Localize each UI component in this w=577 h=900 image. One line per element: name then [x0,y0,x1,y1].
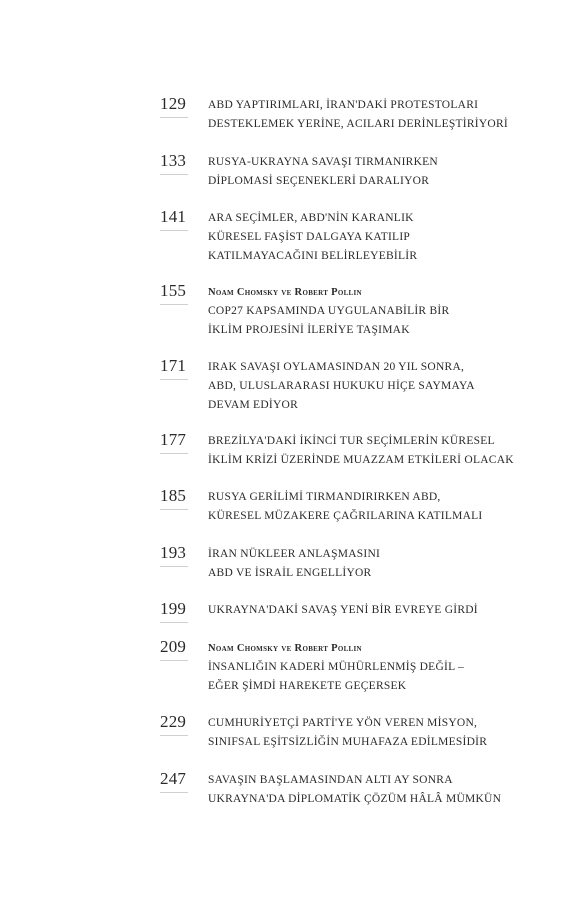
entry-title [208,153,553,191]
title-line: CUMHURİYETÇİ PARTİ'YE YÖN VEREN MİSYON, [208,717,478,729]
page-number: 193 [160,543,187,562]
page-number: 229 [160,712,187,731]
entry-title [208,601,553,620]
entry-title [208,209,553,266]
title-line: İNSANLIĞIN KADERİ MÜHÜRLENMİŞ DEĞİL – [208,661,465,673]
page-number: 141 [160,207,187,226]
page-number: 133 [160,151,187,170]
page-number: 155 [160,281,187,300]
title-line: SINIFSAL EŞİTSİZLİĞİN MUHAFAZA EDİLMESİDİR [208,736,488,748]
title-line: ABD, ULUSLARARASI HUKUKU HİÇE SAYMAYA [208,380,475,392]
title-line: UKRAYNA'DAKİ SAVAŞ YENİ BİR EVREYE GİRDİ [208,604,478,616]
entry-author: Noam Chomsky ve Robert Pollin [208,287,362,298]
page-number-rule [160,304,188,305]
page-number: 177 [160,430,187,449]
page-number-rule [160,174,188,175]
title-line: ARA SEÇİMLER, ABD'NİN KARANLIK [208,212,414,224]
page-number-rule [160,660,188,661]
page-number: 209 [160,637,187,656]
page-number: 247 [160,769,187,788]
entry-title [208,488,553,526]
entry-title [208,771,553,809]
title-line: DİPLOMASİ SEÇENEKLERİ DARALIYOR [208,175,430,187]
title-line: SAVAŞIN BAŞLAMASINDAN ALTI AY SONRA [208,774,453,786]
page-number: 185 [160,486,187,505]
title-line: DESTEKLEMEK YERİNE, ACILARI DERİNLEŞTİRİYORİ [208,118,508,130]
entry-author: Noam Chomsky ve Robert Pollin [208,643,362,654]
title-line: ABD VE İSRAİL ENGELLİYOR [208,567,372,579]
page-number: 171 [160,356,187,375]
title-line: İKLİM KRİZİ ÜZERİNDE MUAZZAM ETKİLERİ OLACAK [208,454,514,466]
page-number-rule [160,622,188,623]
page-number-rule [160,230,188,231]
page-number-rule [160,792,188,793]
title-line: BREZİLYA'DAKİ İKİNCİ TUR SEÇİMLERİN KÜRESEL [208,435,495,447]
title-line: KATILMAYACAĞINI BELİRLEYEBİLİR [208,250,418,262]
title-line: KÜRESEL FAŞİST DALGAYA KATILIP [208,231,411,243]
title-line: RUSYA-UKRAYNA SAVAŞI TIRMANIRKEN [208,156,438,168]
entry-title [208,639,553,696]
title-line: UKRAYNA'DA DİPLOMATİK ÇÖZÜM HÂLÂ MÜMKÜN [208,793,502,805]
page-number: 129 [160,94,187,113]
title-line: IRAK SAVAŞI OYLAMASINDAN 20 YIL SONRA, [208,361,465,373]
entry-title [208,358,553,415]
page-number-rule [160,379,188,380]
page-number-rule [160,453,188,454]
page-number-rule [160,566,188,567]
title-line: KÜRESEL MÜZAKERE ÇAĞRILARINA KATILMALI [208,510,483,522]
entry-title [208,96,553,134]
entry-title [208,432,553,470]
entry-title [208,283,553,340]
title-line: EĞER ŞİMDİ HAREKETE GEÇERSEK [208,680,407,692]
page-number: 199 [160,599,187,618]
title-line: DEVAM EDİYOR [208,399,298,411]
title-line: RUSYA GERİLİMİ TIRMANDIRIRKEN ABD, [208,491,441,503]
title-line: COP27 KAPSAMINDA UYGULANABİLİR BİR [208,305,450,317]
page-number-rule [160,509,188,510]
entry-title [208,714,553,752]
title-line: İKLİM PROJESİNİ İLERİYE TAŞIMAK [208,324,410,336]
entry-title [208,545,553,583]
page-number-rule [160,117,188,118]
title-line: İRAN NÜKLEER ANLAŞMASINI [208,548,381,560]
page-number-rule [160,735,188,736]
title-line: ABD YAPTIRIMLARI, İRAN'DAKİ PROTESTOLARI [208,99,479,111]
